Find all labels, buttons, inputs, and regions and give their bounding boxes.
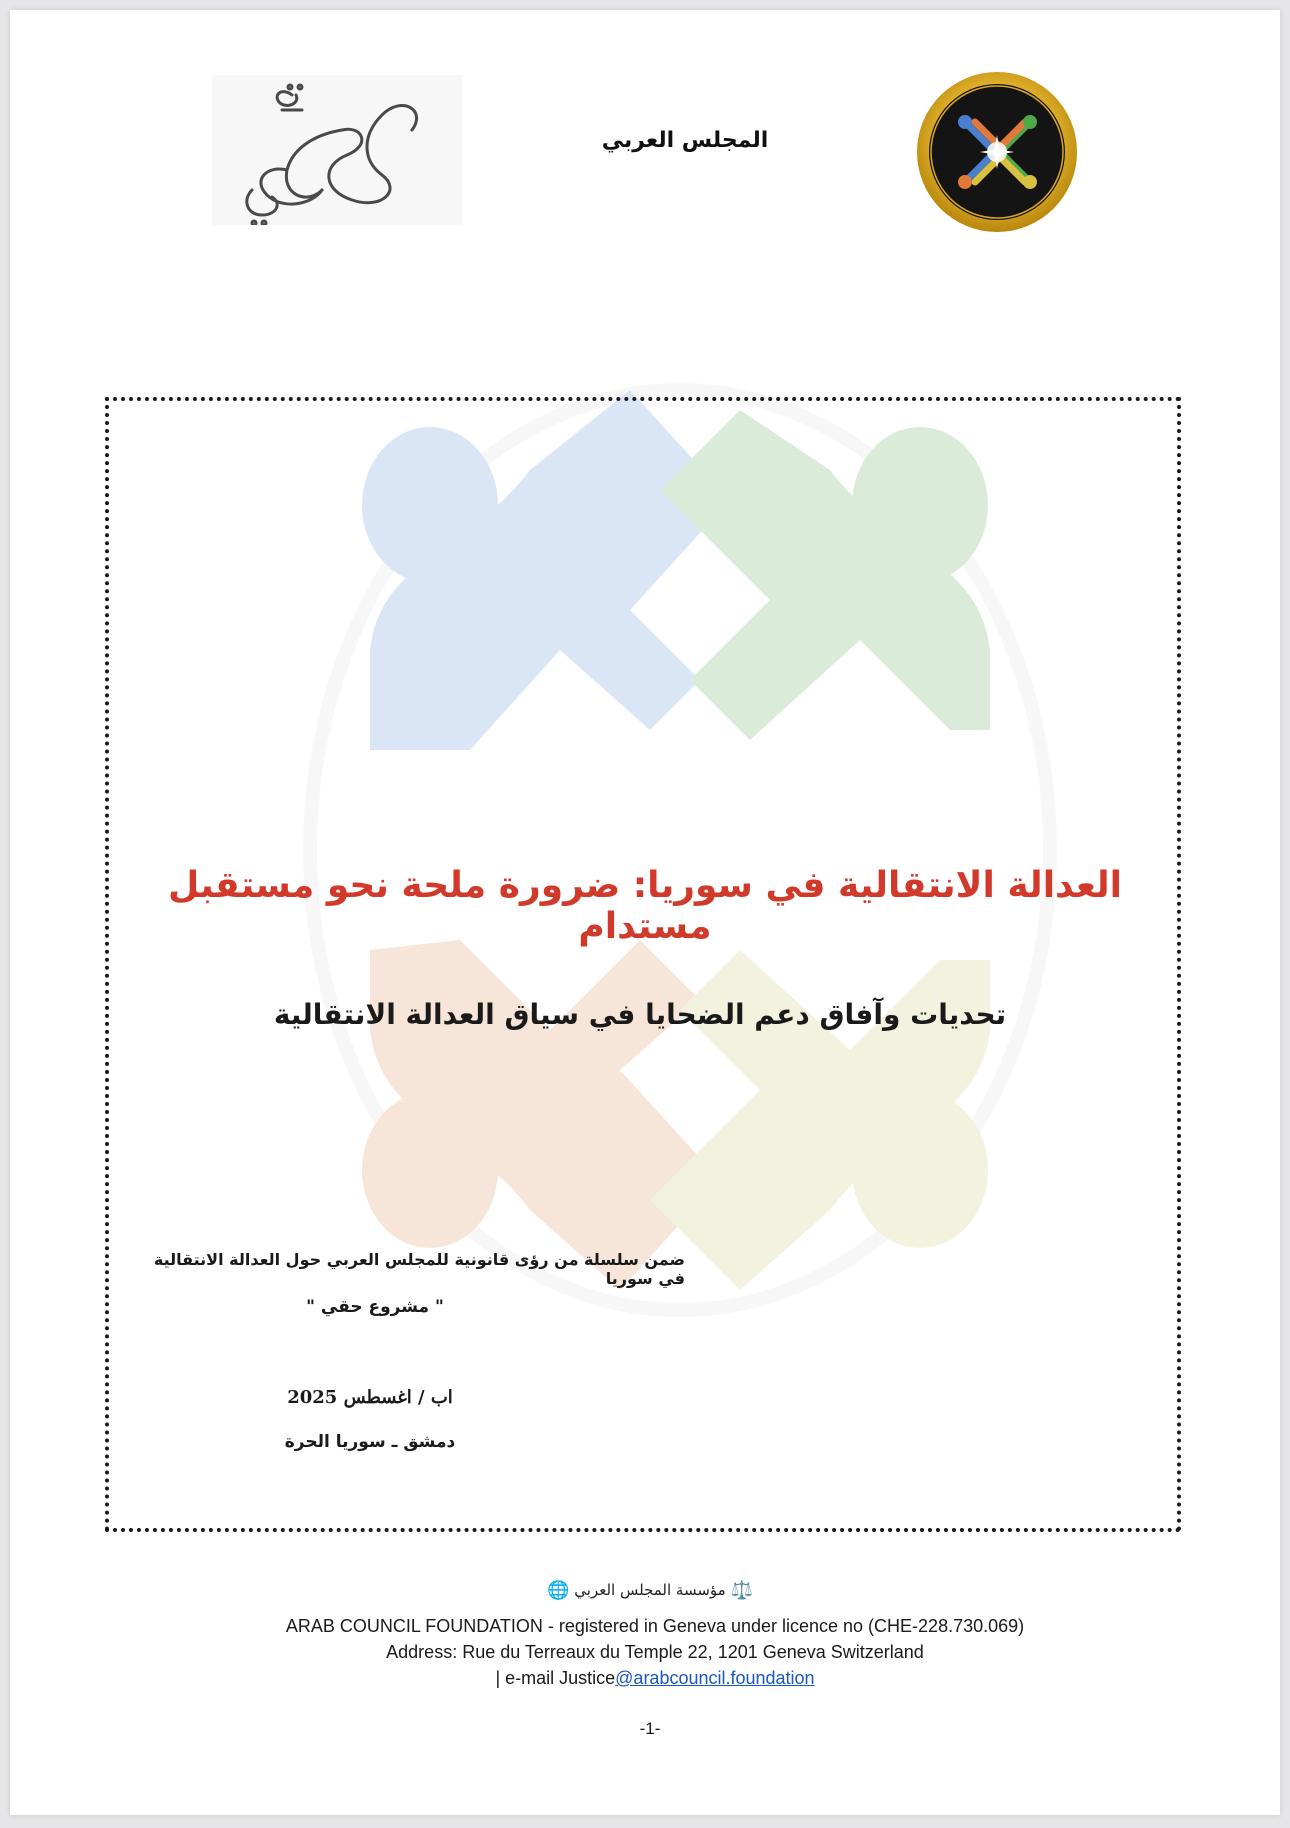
title-frame — [105, 397, 1181, 1532]
footer-registration: ARAB COUNCIL FOUNDATION - registered in Geneva under licence no (CHE-228.730.069) — [285, 1616, 1025, 1636]
subtitle: تحديات وآفاق دعم الضحايا في سياق العدالة الانتقالية — [273, 998, 1007, 1031]
series-description: ضمن سلسلة من رؤى قانونية للمجلس العربي حول العدالة الانتقالية في سوريا — [153, 1250, 685, 1288]
project-name: " مشروع حقي " — [306, 1297, 444, 1317]
publication-place: دمشق ـ سوريا الحرة — [284, 1432, 456, 1452]
publication-date: اب / اغسطس 2025 — [287, 1387, 453, 1408]
footer-org — [450, 1580, 850, 1601]
footer-email — [110, 1668, 1200, 1689]
arab-council-emblem-icon — [915, 67, 1080, 237]
footer-email-prefix: | e-mail Justice — [495, 1668, 616, 1688]
header-title: المجلس العربي — [601, 128, 769, 153]
haqqi-logo-icon — [212, 75, 462, 225]
footer-address: Address: Rue du Terreaux du Temple 22, 1201 Geneva Switzerland — [386, 1642, 924, 1662]
globe-icon: 🌐 — [547, 1580, 570, 1601]
main-title: العدالة الانتقالية في سوريا: ضرورة ملحة نحو مستقبل مستدام — [167, 865, 1123, 947]
document-page — [10, 10, 1280, 1815]
scales-icon: ⚖️ — [730, 1580, 753, 1601]
email-link[interactable]: @arabcouncil.foundation — [615, 1668, 815, 1688]
footer-org-name: مؤسسة المجلس العربي — [574, 1581, 726, 1599]
page-number: -1- — [639, 1719, 661, 1738]
